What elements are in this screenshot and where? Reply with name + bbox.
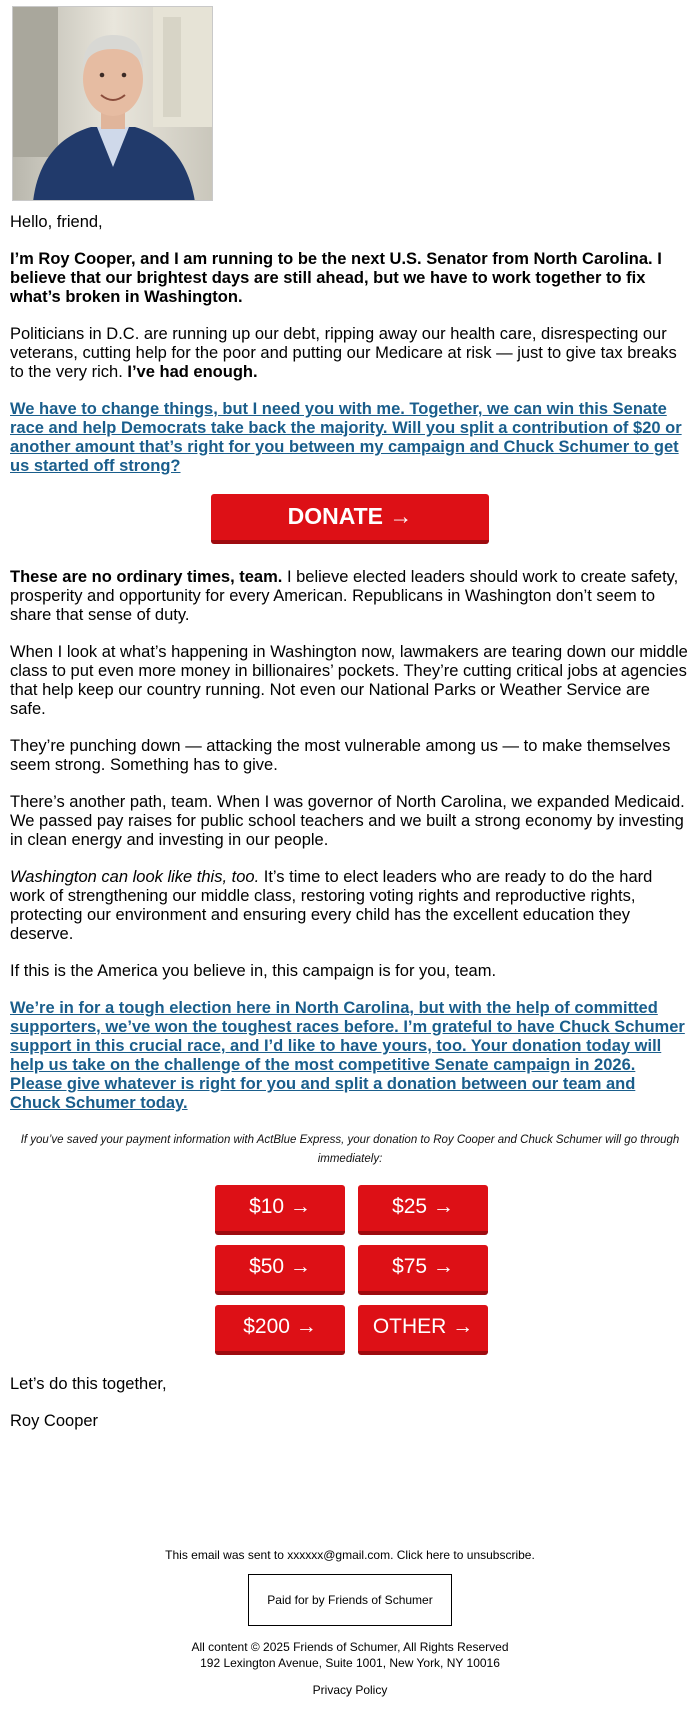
- emphasis-text: I’ve had enough.: [127, 363, 258, 381]
- paragraph-text: It’s time to elect leaders who are ready to do the hard work of strengthening our middle class, restoring voting rights and reproductive rights, protecting our environment and ensuring every child has the excellent education they deserve.: [10, 868, 653, 943]
- donate-button-row: [10, 494, 690, 544]
- paragraph-another-path: There’s another path, team. When I was governor of North Carolina, we expanded Medicaid. We passed pay raises for public school teachers and we built a strong economy by investing in clean energy and investing in our people.: [10, 793, 685, 849]
- signature: Roy Cooper: [10, 1412, 99, 1430]
- paragraph-america: If this is the America you believe in, this campaign is for you, team.: [10, 962, 497, 980]
- candidate-photo: [12, 6, 213, 201]
- emphasis-text: These are no ordinary times, team.: [10, 568, 283, 586]
- intro-paragraph: I’m Roy Cooper, and I am running to be the next U.S. Senator from North Carolina. I believe that our brightest days are still ahead, but we have to work together to fix what’s broken in Washington.: [10, 250, 662, 306]
- amount-button-10[interactable]: $10 →: [215, 1185, 345, 1235]
- email-body: [10, 213, 690, 1449]
- paragraph-ordinary-times: [10, 568, 690, 625]
- amount-button-200[interactable]: $200 →: [215, 1305, 345, 1355]
- unsubscribe-notice[interactable]: This email was sent to xxxxxx@gmail.com. Click here to unsubscribe.: [165, 1548, 535, 1562]
- paragraph-punching-down: They’re punching down — attacking the most vulnerable among us — to make themselves seem strong. Something has to give.: [10, 737, 671, 774]
- donate-link-2[interactable]: We’re in for a tough election here in North Carolina, but with the help of committed supporters, we’ve won the toughest races before. I’m grateful to have Chuck Schumer support in this crucial race, and I’d like to have yours, too. Your donation today will help us take on the challenge of the most competitive Senate campaign in 2026. Please give whatever is right for you and split a donation between our team and Chuck Schumer today.: [10, 999, 685, 1112]
- paragraph-washington-can: [10, 868, 690, 944]
- footer: [0, 1548, 700, 1697]
- paragraph-text: Politicians in D.C. are running up our debt, ripping away our health care, disrespecting our veterans, cutting help for the poor and putting our Medicare at risk — just to give tax breaks to the very rich.: [10, 325, 677, 381]
- donate-link-paragraph: [10, 999, 690, 1113]
- donate-link-1[interactable]: We have to change things, but I need you with me. Together, we can win this Senate race and help Democrats take back the majority. Will you split a contribution of $20 or another amount that’s right for you between my campaign and Chuck Schumer to get us started off strong?: [10, 400, 682, 475]
- copyright-address: [0, 1639, 700, 1671]
- greeting: Hello, friend,: [10, 213, 103, 231]
- donation-amount-grid: [215, 1185, 485, 1355]
- copyright: All content © 2025 Friends of Schumer, All Rights Reserved: [191, 1640, 509, 1654]
- italic-text: Washington can look like this, too.: [10, 868, 260, 886]
- privacy-policy-link[interactable]: Privacy Policy: [312, 1683, 388, 1697]
- actblue-fine-print: If you’ve saved your payment information with ActBlue Express, your donation to Roy Cooper and Chuck Schumer will go through immediately:: [20, 1134, 680, 1165]
- address: 192 Lexington Avenue, Suite 1001, New York, NY 10016: [200, 1656, 500, 1670]
- paragraph-text: I believe elected leaders should work to create safety, prosperity and opportunity for every American. Republicans in Washington don’t seem to share that sense of duty.: [10, 568, 679, 624]
- amount-button-75[interactable]: $75 →: [358, 1245, 488, 1295]
- closing: Let’s do this together,: [10, 1375, 167, 1393]
- amount-button-other[interactable]: OTHER →: [358, 1305, 488, 1355]
- donate-button[interactable]: DONATE →: [211, 494, 489, 544]
- paragraph-washington: When I look at what’s happening in Washington now, lawmakers are tearing down our middle class to put even more money in billionaires’ pockets. They’re cutting critical jobs at agencies that help keep our country running. Not even our National Parks or Weather Service are safe.: [10, 643, 688, 718]
- paragraph-politicians: [10, 325, 690, 382]
- amount-button-50[interactable]: $50 →: [215, 1245, 345, 1295]
- donate-link-paragraph: [10, 400, 690, 476]
- amount-button-25[interactable]: $25 →: [358, 1185, 488, 1235]
- paid-for-disclaimer: Paid for by Friends of Schumer: [248, 1574, 452, 1626]
